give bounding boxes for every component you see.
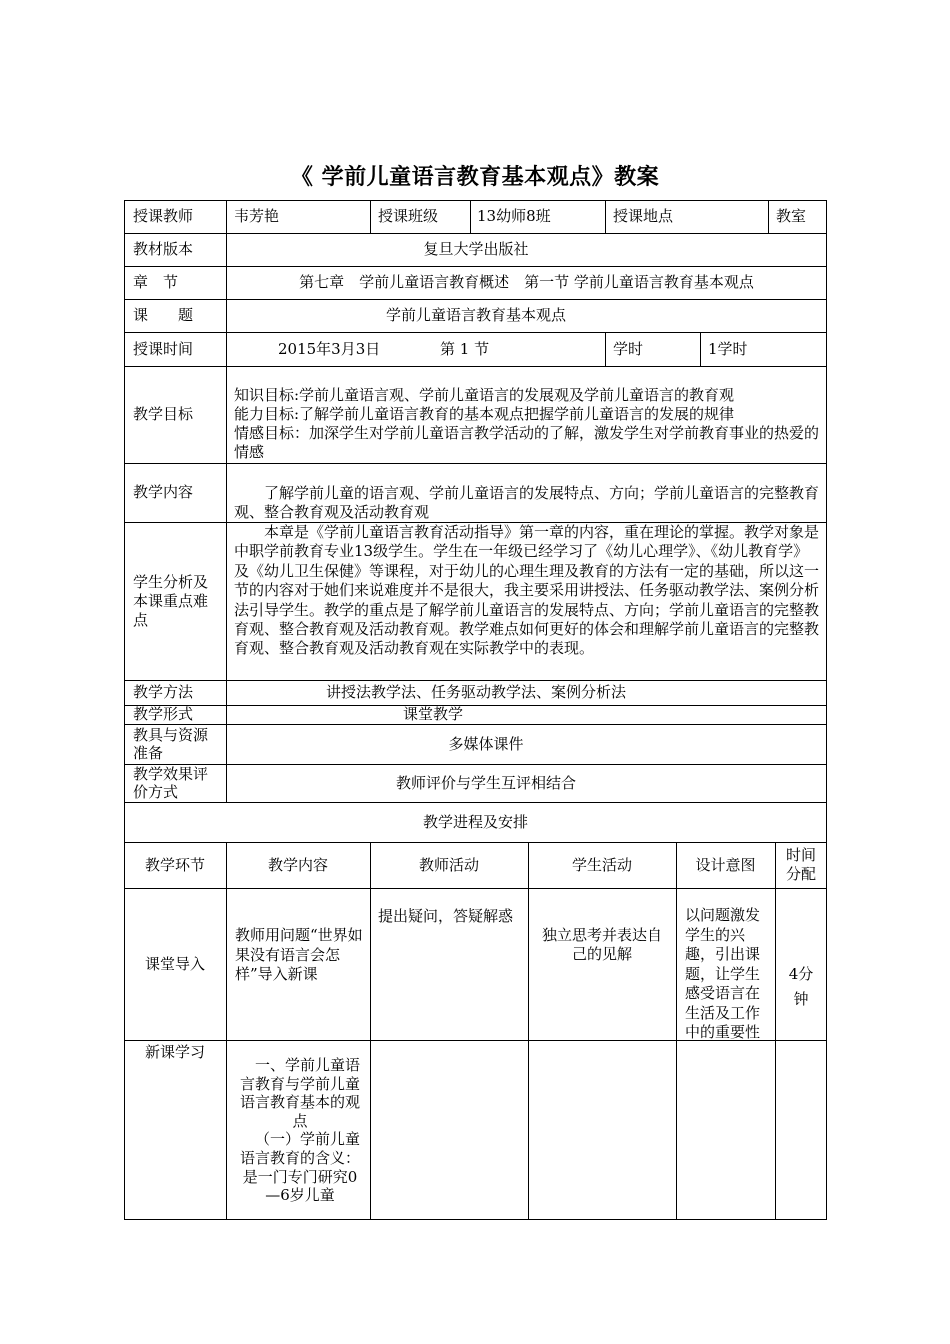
teacher-label: 授课教师 [133, 207, 194, 225]
chapter-value: 第七章 学前儿童语言教育概述 第一节 学前儿童语言教育基本观点 [299, 273, 754, 291]
row-divider [124, 463, 827, 464]
time-label: 授课时间 [133, 339, 194, 358]
method-value: 讲授法教学法、任务驱动教学法、案例分析法 [325, 683, 626, 701]
table-row-content: 教师用问题“世界如果没有语言会怎样”导入新课 [235, 926, 363, 983]
col-divider [226, 842, 227, 1220]
hours-value: 1学时 [708, 339, 748, 358]
table-row-content [236, 1056, 364, 1205]
place-label: 授课地点 [613, 207, 674, 225]
analysis-text: 本章是《学前儿童语言教育活动指导》第一章的内容，重在理论的掌握。教学对象是中职学前教育专业13级学生。学生在一年级已经学习了《幼儿心理学》、《幼儿教育学》及《幼儿卫生保健》等课程，对于幼儿的心理生理及教育的方法有一定的基础，所以这一节的内容对于她们来说难度并不是很大，我主要采用讲授法、任务驱动教学法、案例分析法引导学生。教学的重点是了解学前儿童语言的发展特点、方向；学前儿童语言的完整教育观、整合教育观及活动教育观。教学难点如何更好的体会和理解学前儿童语言的完整教育观、整合教育观及活动教育观在实际教学中的表现。 [234, 523, 820, 658]
col-divider [775, 842, 776, 1220]
table-row-student: 独立思考并表达自己的见解 [541, 926, 662, 963]
resources-label: 教具与资源准备 [133, 726, 209, 762]
col-divider [470, 200, 471, 233]
form-value: 课堂教学 [403, 705, 464, 723]
col-header-stage: 教学环节 [144, 855, 205, 874]
resources-value: 多媒体课件 [448, 734, 524, 753]
col-divider [768, 200, 769, 233]
col-divider [370, 842, 371, 1220]
page-title: 《 学前儿童语言教育基本观点》教案 [290, 165, 660, 190]
table-row-intent: 以问题激发学生的兴趣，引出课题，让学生感受语言在生活及工作中的重要性 [685, 906, 761, 1041]
form-label: 教学形式 [133, 705, 194, 723]
time-period: 第 1 节 [440, 339, 490, 358]
col-header-intent: 设计意图 [695, 855, 756, 874]
textbook-label: 教材版本 [133, 240, 194, 258]
time-date: 2015年3月3日 [278, 339, 381, 358]
place-value: 教室 [776, 207, 807, 225]
evaluation-value: 教师评价与学生互评相结合 [395, 773, 576, 792]
col-header-student: 学生活动 [571, 855, 632, 874]
table-row-teacher: 提出疑问，答疑解惑 [378, 907, 514, 925]
col-divider [605, 332, 606, 366]
col-header-content: 教学内容 [267, 855, 328, 874]
class-label: 授课班级 [378, 207, 439, 225]
col-divider [528, 842, 529, 1220]
table-row-stage: 课堂导入 [144, 954, 205, 973]
row-divider [124, 366, 827, 367]
content-line: 一、学前儿童语言教育与学前儿童语言教育基本的观点 [239, 1056, 360, 1130]
goal-emotion: 情感目标：加深学生对学前儿童语言教学活动的了解，激发学生对学前教育事业的热爱的情感 [234, 424, 820, 461]
col-divider [370, 200, 371, 233]
table-row-stage: 新课学习 [144, 1043, 205, 1061]
col-divider [605, 200, 606, 233]
teacher-value: 韦芳艳 [234, 207, 280, 225]
row-divider [124, 888, 827, 889]
hours-label: 学时 [613, 339, 644, 358]
topic-label: 课 题 [133, 306, 194, 324]
col-header-time: 时间分配 [785, 846, 816, 883]
col-divider [676, 842, 677, 1220]
goals-text [234, 386, 820, 462]
content-line: （一）学前儿童语言教育的含义：是一门专门研究0—6岁儿童 [239, 1130, 360, 1205]
topic-value: 学前儿童语言教育基本观点 [385, 306, 566, 324]
method-label: 教学方法 [133, 683, 194, 701]
goal-ability: 能力目标:了解学前儿童语言教育的基本观点把握学前儿童语言的发展的规律 [234, 405, 735, 423]
content-label: 教学内容 [133, 483, 194, 501]
process-header: 教学进程及安排 [422, 812, 528, 831]
content-text: 了解学前儿童的语言观、学前儿童语言的发展特点、方向；学前儿童语言的完整教育观、整合教育观及活动教育观 [234, 484, 820, 521]
col-divider [700, 332, 701, 366]
analysis-label: 学生分析及本课重点难点 [133, 572, 209, 629]
col-header-teacher: 教师活动 [418, 855, 479, 874]
evaluation-label: 教学效果评价方式 [133, 765, 209, 801]
class-value: 13幼师8班 [477, 207, 551, 225]
textbook-value: 复旦大学出版社 [423, 240, 529, 258]
table-row-time: 4分钟 [788, 965, 814, 1008]
goal-knowledge: 知识目标:学前儿童语言观、学前儿童语言的发展观及学前儿童语言的教育观 [234, 386, 735, 404]
chapter-label: 章 节 [133, 273, 179, 291]
goals-label: 教学目标 [133, 405, 194, 423]
